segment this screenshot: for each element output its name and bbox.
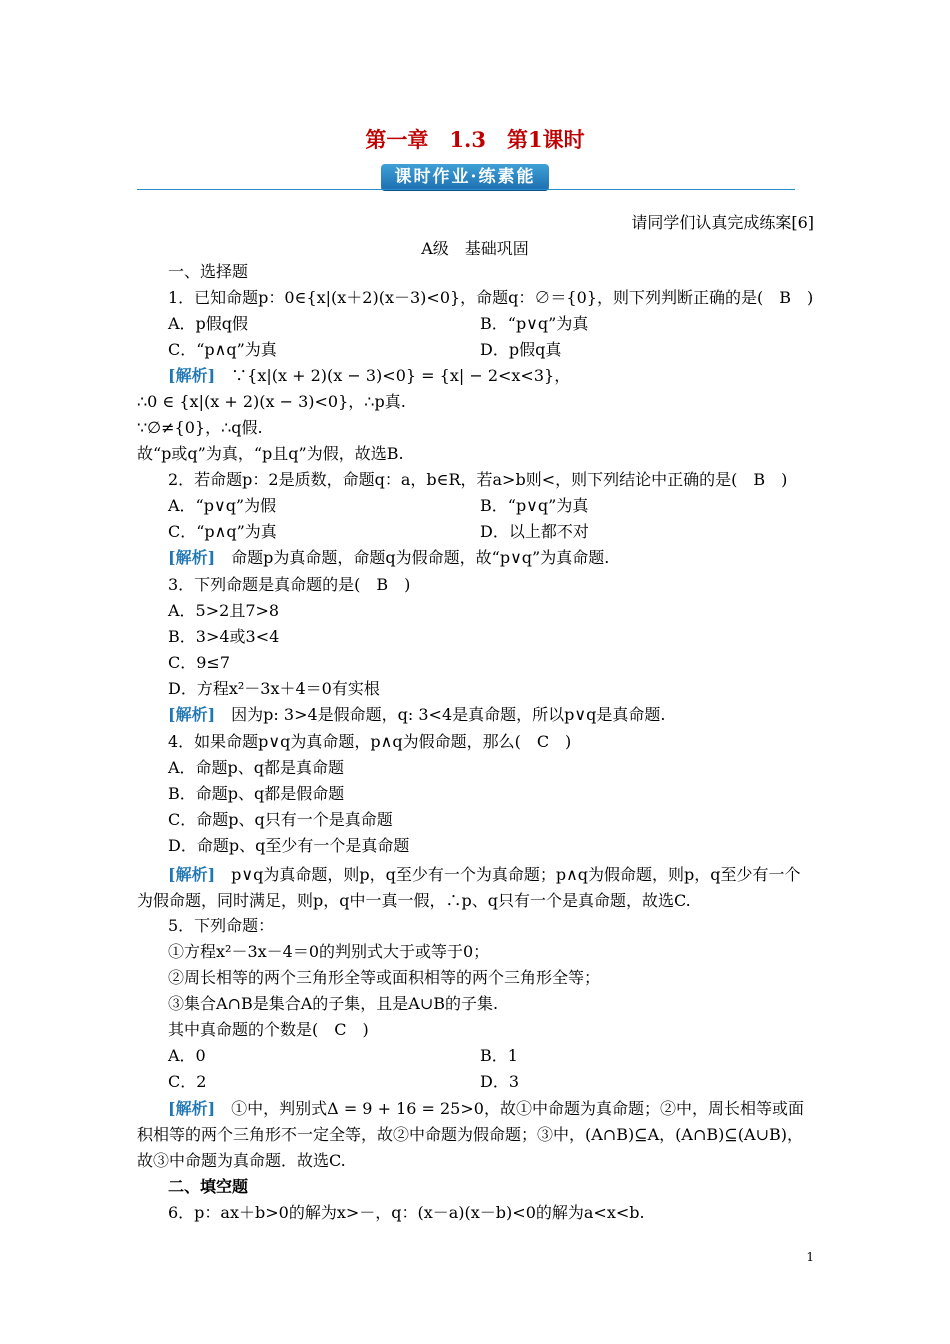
- statement-item: ②周长相等的两个三角形全等或面积相等的两个三角形全等；: [168, 968, 601, 987]
- option-c: C．9≤7: [168, 653, 231, 672]
- solution-line: [解析] 命题p为真命题，命题q为假命题，故“p∨q”为真命题.: [168, 548, 610, 567]
- option-d: D．3: [480, 1072, 520, 1091]
- option-d: D．以上都不对: [480, 522, 589, 541]
- option-a: A．p假q假: [168, 314, 249, 333]
- option-a: A．0: [168, 1046, 206, 1065]
- solution-line: [解析] 因为p: 3>4是假命题，q: 3<4是真命题，所以p∨q是真命题.: [168, 705, 666, 724]
- question-stem: 1．已知命题p：0∈{x|(x＋2)(x－3)<0}，命题q：∅＝{0}，则下列判断正确的是( B ): [168, 288, 814, 307]
- option-a: A．命题p、q都是真命题: [168, 758, 345, 777]
- page-number: 1: [806, 1250, 814, 1264]
- divider: [137, 189, 795, 190]
- question-stem: 6．p：ax＋b>0的解为x>－，q：(x－a)(x－b)<0的解为a<x<b.: [168, 1203, 645, 1222]
- statement-item: ①方程x²－3x－4＝0的判别式大于或等于0；: [168, 942, 490, 961]
- solution-paragraph: [解析] ①中，判别式Δ = 9 + 16 = 25>0，故①中命题为真命题；②中，周长相等或面积相等的两个三角形不一定全等，故②中命题为假命题；③中，(A∩B)⊆A，(A∩B)⊆(A∪B)，故③中命题为真命题．故选C.: [137, 1099, 804, 1170]
- option-c: C．“p∧q”为真: [168, 340, 277, 359]
- option-c: C．2: [168, 1072, 207, 1091]
- level-heading: A级 基础巩固: [421, 239, 529, 258]
- option-b: B．1: [480, 1046, 518, 1065]
- solution-tag: [解析]: [168, 865, 216, 884]
- option-a: A．5>2且7>8: [168, 601, 280, 620]
- option-d: D．方程x²－3x＋4＝0有实根: [168, 679, 380, 698]
- solution-line: ∴0 ∈ {x|(x + 2)(x − 3)<0}，∴p真.: [137, 392, 406, 411]
- solution-tag: [解析]: [168, 705, 216, 724]
- option-c: C．命题p、q只有一个是真命题: [168, 810, 393, 829]
- solution-line: ∵∅≠{0}，∴q假.: [137, 418, 263, 437]
- option-b: B．“p∨q”为真: [480, 314, 589, 333]
- solution-tag: [解析]: [168, 1099, 216, 1118]
- question-stem: 3．下列命题是真命题的是( B ): [168, 575, 411, 594]
- option-d: D．命题p、q至少有一个是真命题: [168, 836, 410, 855]
- solution-paragraph: [解析] p∨q为真命题，则p，q至少有一个为真命题；p∧q为假命题，则p，q至少有一个为假命题，同时满足，则p，q中一真一假，∴p、q只有一个是真命题，故选C.: [137, 865, 801, 910]
- exercise-note: 请同学们认真完成练案[6]: [631, 213, 814, 232]
- statement-item: ③集合A∩B是集合A的子集，且是A∪B的子集.: [168, 994, 499, 1013]
- option-b: B．3>4或3<4: [168, 627, 280, 646]
- section-banner: 课时作业·练素能: [381, 164, 549, 190]
- question-stem: 5．下列命题：: [168, 916, 275, 935]
- option-d: D．p假q真: [480, 340, 562, 359]
- solution-tag: [解析]: [168, 548, 216, 567]
- solution-line: 故“p或q”为真，“p且q”为假，故选B.: [137, 444, 404, 463]
- option-c: C．“p∧q”为真: [168, 522, 277, 541]
- option-b: B．“p∨q”为真: [480, 496, 589, 515]
- question-ask: 其中真命题的个数是( C ): [168, 1020, 369, 1039]
- section-heading: 一、选择题: [168, 262, 249, 281]
- option-a: A．“p∨q”为假: [168, 496, 277, 515]
- question-stem: 4．如果命题p∨q为真命题，p∧q为假命题，那么( C ): [168, 732, 572, 751]
- solution-tag: [解析]: [168, 366, 216, 385]
- option-b: B．命题p、q都是假命题: [168, 784, 345, 803]
- section-heading: 二、填空题: [168, 1177, 249, 1196]
- question-stem: 2．若命题p：2是质数，命题q：a，b∈R，若a>b则<，则下列结论中正确的是( B ): [168, 470, 788, 489]
- solution-line: [解析] ∵{x|(x + 2)(x − 3)<0} = {x| − 2<x<3}，: [168, 366, 571, 385]
- page-title: 第一章 1.3 第1课时: [365, 127, 585, 152]
